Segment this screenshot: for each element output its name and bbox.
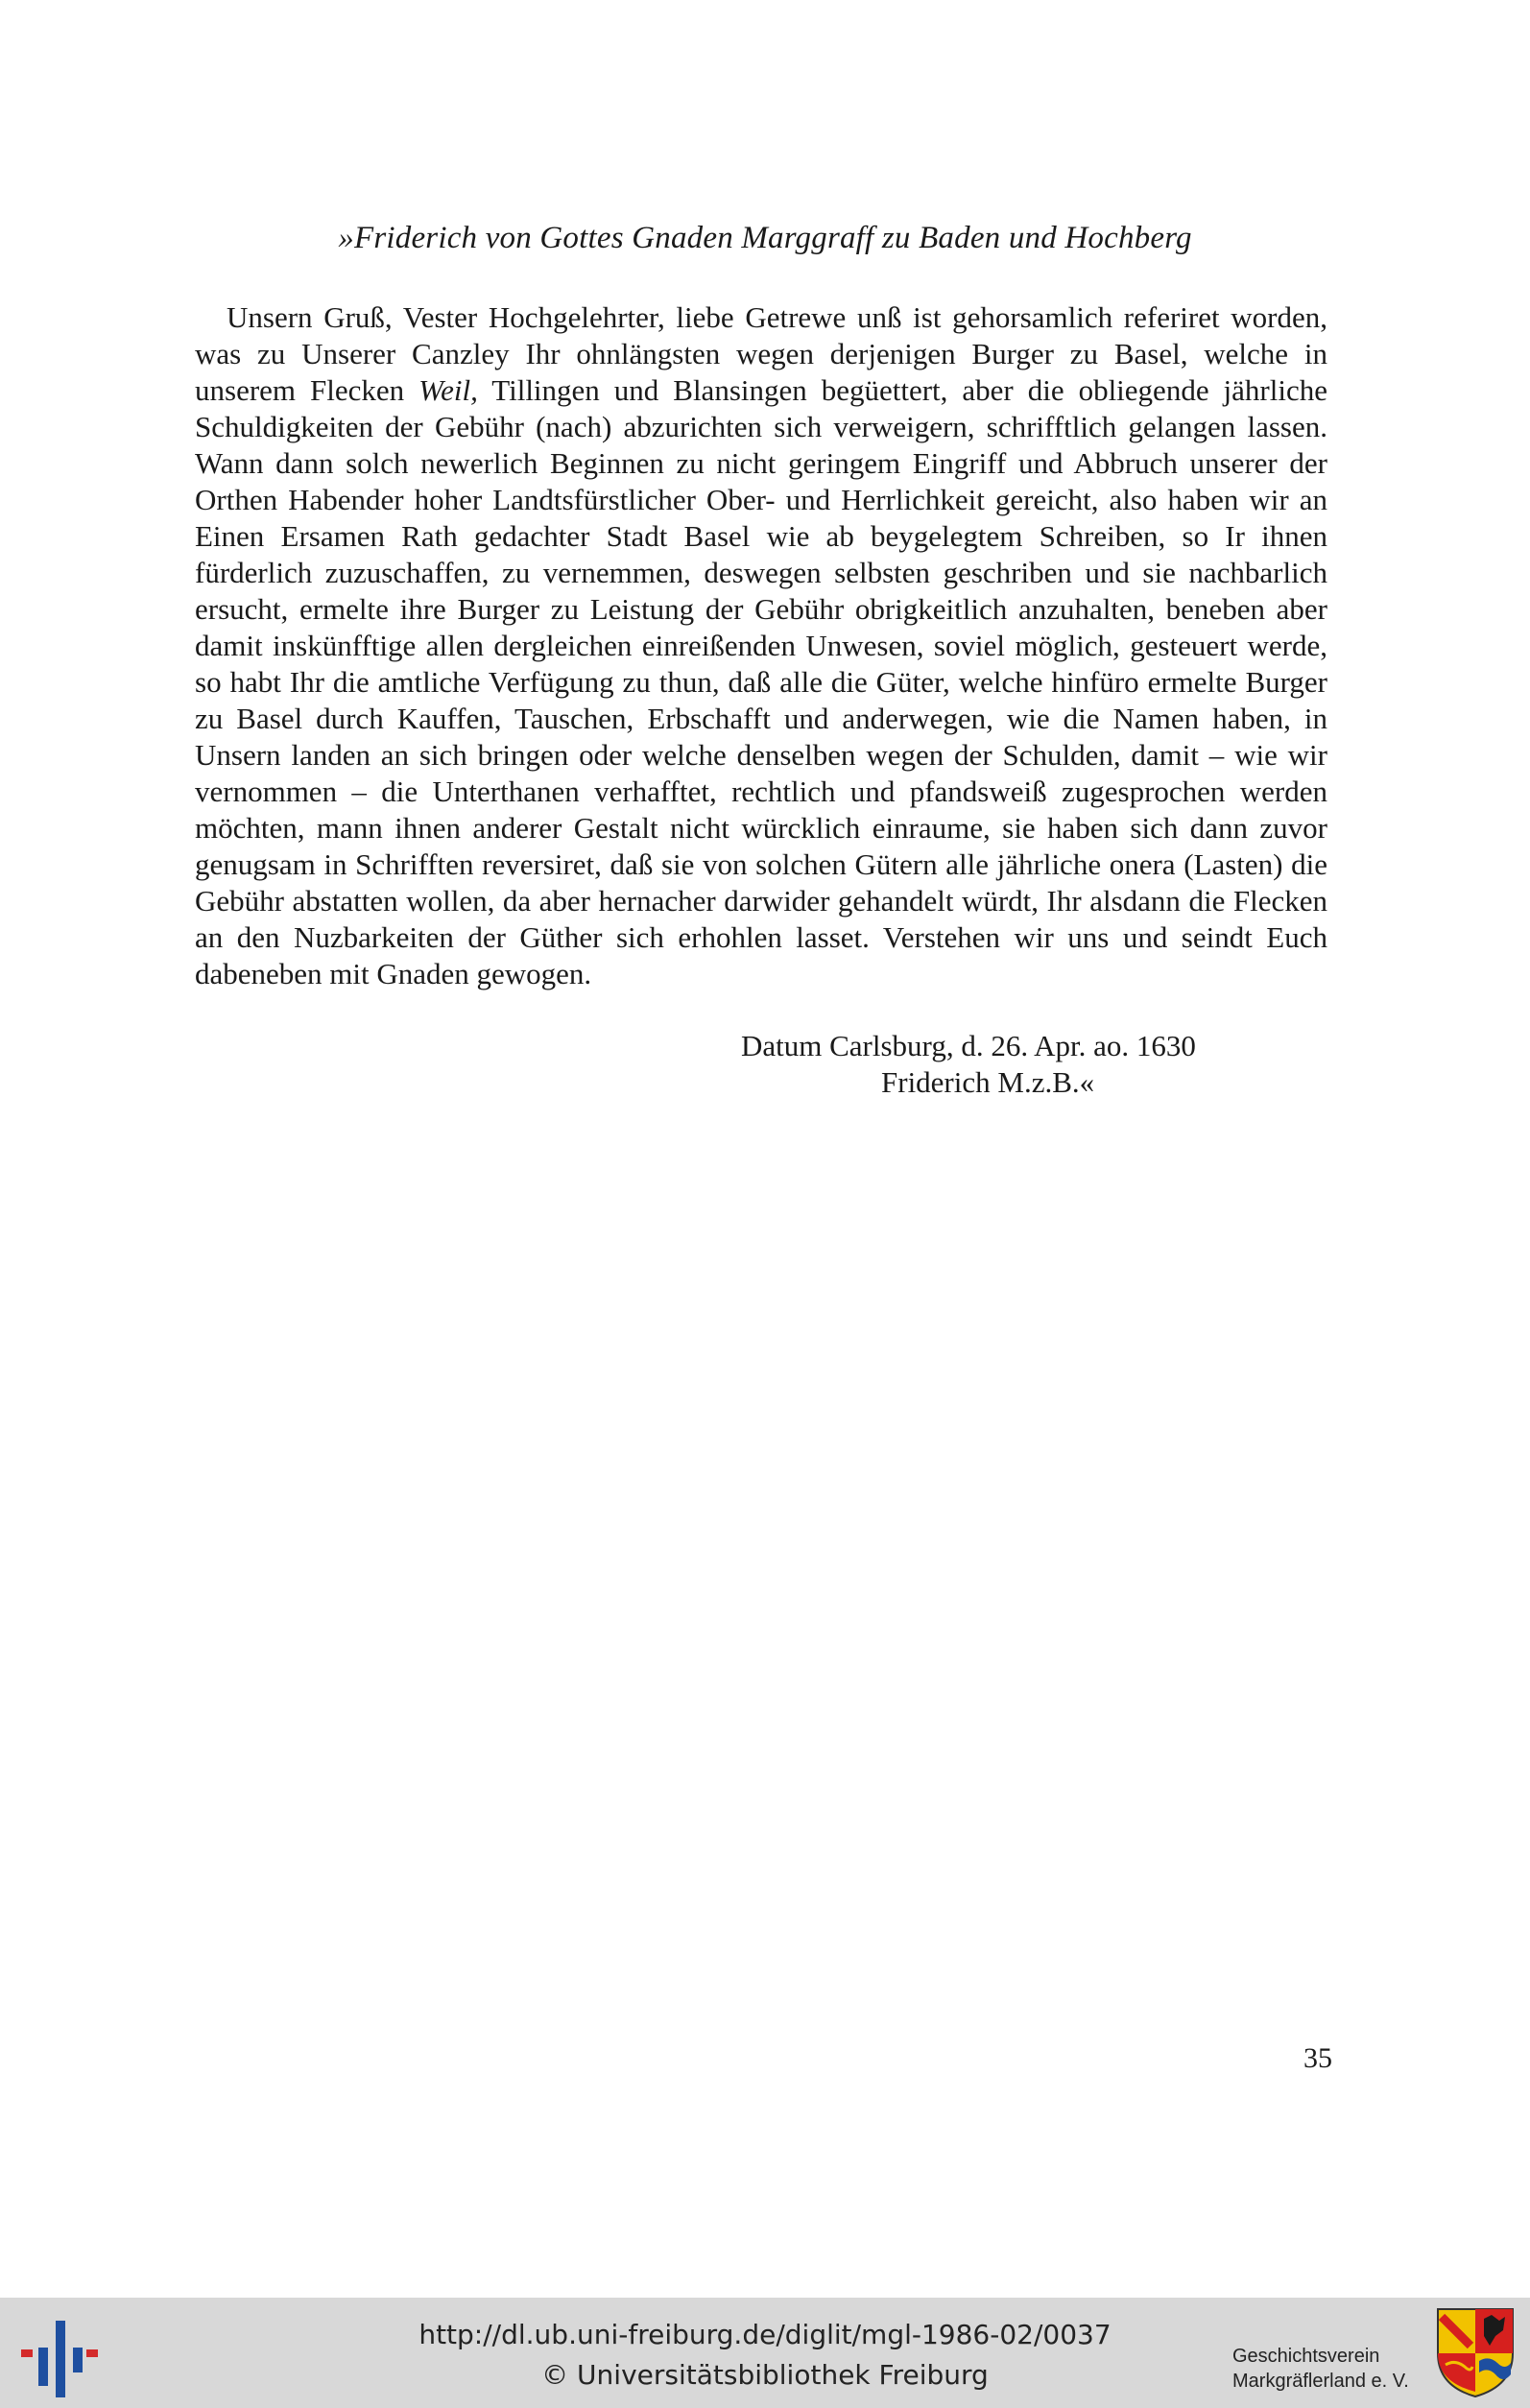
- document-heading: »Friderich von Gottes Gnaden Marggraff zu Baden und Hochberg: [338, 221, 1192, 255]
- signature: Friderich M.z.B.«: [881, 1065, 1095, 1099]
- body-text-part: Tillingen und Blansingen begüettert, aber die obliegende jährliche Schuldigkeiten der Gebühr (nach) abzurichten sich verweigern, schrifftlich gelangen lassen. Wann dann solch newerlich Beginnen zu nicht geringem Eingriff und Abbruch unserer der Orthen Habender hoher Landtsfürstlicher Ober- und Herrlichkeit gereicht, also haben wir an Einen Ersamen Rath gedachter Stadt Basel wie ab beygelegtem Schreiben, so Ir ihnen fürderlich zuzuschaffen, zu vernemmen, deswegen selbsten geschriben und sie nachbarlich ersucht, ermelte ihre Burger zu Leistung der Gebühr obrigkeitlich anzuhalten, beneben aber damit inskünfftige allen dergleichen einreißenden Unwesen, soviel möglich, gesteuert werde, so habt Ihr die amtliche Verfügung zu thun, daß alle die Güter, welche hinfüro ermelte Burger zu Basel durch Kauffen, Tauschen, Erbschafft und anderwegen, wie die Namen haben, in Unsern landen an sich bringen oder welche denselben wegen der Schulden, damit – wie wir vernommen – die Unterthanen verhafftet, rechtlich und pfandsweiß zugesprochen werden möchten, mann ihnen anderer Gestalt nicht würcklich einraume, sie haben sich dann zuvor genugsam in Schrifften reversiret, daß sie von solchen Gütern alle jährliche onera (Lasten) die Gebühr abstatten wollen, da aber hernacher darwider gehandelt würdt, Ihr alsdann die Flecken an den Nuzbarkeiten der Güther sich erhohlen lasset. Verstehen wir uns und seindt Euch dabeneben mit Gnaden gewogen.: [195, 373, 1327, 990]
- society-name-line1: Geschichtsverein: [1232, 2346, 1380, 2367]
- viewer-footer: [0, 2298, 1530, 2408]
- dateline: Datum Carlsburg, d. 26. Apr. ao. 1630: [741, 1029, 1196, 1062]
- society-name-line2: Markgräflerland e. V.: [1232, 2371, 1409, 2392]
- document-url-link[interactable]: http://dl.ub.uni-freiburg.de/diglit/mgl-1986-02/0037: [418, 2319, 1112, 2350]
- society-name: [1232, 2344, 1409, 2394]
- body-text-part: Unsern Gruß, Vester Hochgelehrter, liebe Getrewe unß ist gehorsamlich referiret worden, was zu Unserer Canzley Ihr ohnlängsten wegen derjenigen Burger zu Basel, welche in unserem Flecken: [195, 300, 1327, 407]
- page-number: 35: [1303, 2042, 1332, 2074]
- document-body: [195, 299, 1327, 992]
- copyright-notice: © Universitätsbibliothek Freiburg: [541, 2359, 989, 2391]
- coat-of-arms-icon: [1436, 2307, 1515, 2398]
- body-text-italic-place: Weil,: [418, 373, 478, 407]
